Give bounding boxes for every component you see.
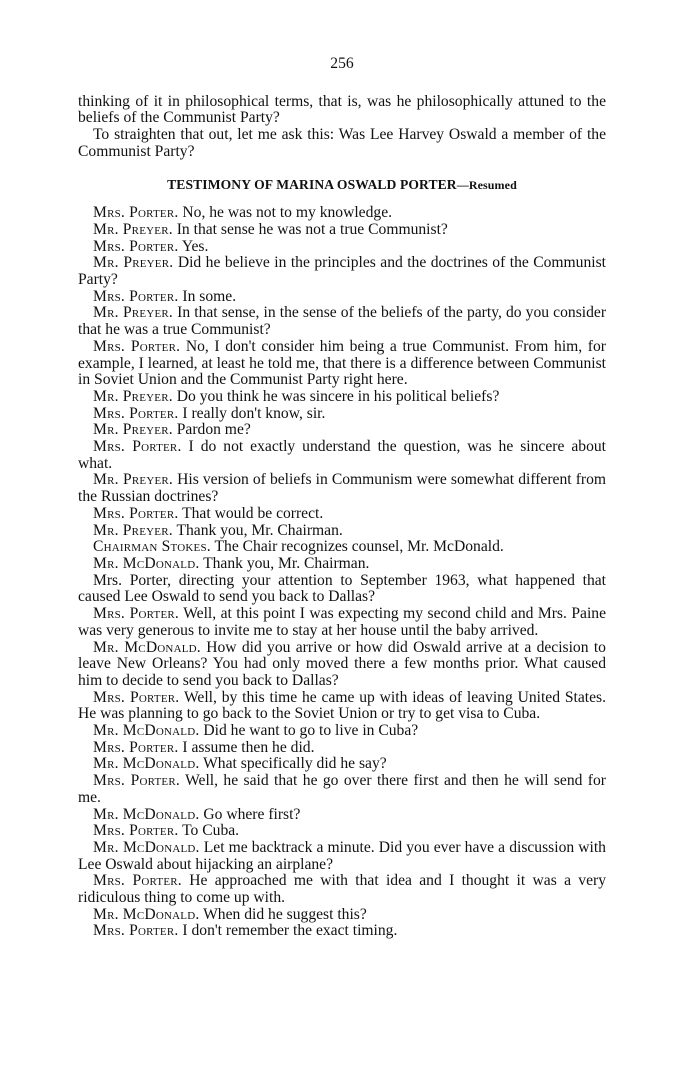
testimony-paragraph: [78, 422, 606, 439]
testimony-text: I do not exactly understand the question, was he sincere about what.: [78, 438, 607, 472]
testimony-text: Well, he said that he go over there first and then he will send for me.: [78, 772, 606, 806]
testimony-text: I really don't know, sir.: [182, 404, 326, 422]
testimony-paragraph: [78, 506, 606, 523]
testimony-text: What specifically did he say?: [203, 755, 387, 773]
testimony-paragraph: [78, 840, 606, 873]
speaker-name: Mrs. Porter.: [93, 438, 182, 456]
intro-paragraph: [78, 127, 606, 160]
speaker-name: Mrs. Porter.: [93, 872, 182, 890]
speaker-name: Mrs. Porter.: [93, 738, 179, 756]
speaker-name: Mrs. Porter.: [93, 337, 181, 355]
testimony-text: He approached me with that idea and I thought it was a very ridiculous thing to come up with.: [78, 872, 607, 907]
testimony-text: Did he want to go to live in Cuba?: [203, 722, 419, 740]
testimony-text: His version of beliefs in Communism were somewhat different from the Russian doctrines?: [78, 471, 607, 506]
testimony-paragraph: [78, 690, 606, 723]
testimony-text: When did he suggest this?: [203, 905, 367, 923]
testimony-text: The Chair recognizes counsel, Mr. McDonald.: [214, 538, 504, 556]
testimony-text: Thank you, Mr. Chairman.: [176, 521, 343, 539]
testimony-paragraph: [78, 807, 606, 824]
testimony-paragraph: [78, 472, 606, 505]
testimony-paragraph: [78, 923, 606, 940]
testimony-text: No, I don't consider him being a true Communist. From him, for example, I learned, at least he told me, that there is a difference between Communist in Soviet Union and the Communist Party right here.: [78, 337, 606, 389]
testimony-text: I assume then he did.: [182, 738, 315, 756]
testimony-text: To Cuba.: [182, 822, 240, 840]
testimony-paragraph: [78, 606, 606, 639]
testimony-paragraph: [78, 873, 606, 906]
testimony-paragraph: [78, 239, 606, 256]
speaker-name: Mr. McDonald.: [93, 905, 200, 923]
testimony-text: Pardon me?: [176, 421, 251, 439]
testimony-paragraph: [78, 573, 606, 606]
testimony-text: Go where first?: [203, 805, 301, 823]
testimony-paragraph: [78, 205, 606, 222]
speaker-name: Mr. Preyer.: [93, 304, 174, 322]
speaker-name: Mrs. Porter.: [93, 605, 180, 623]
testimony-paragraph: [78, 907, 606, 924]
speaker-name: Mr. McDonald.: [93, 554, 200, 572]
testimony-text: Well, by this time he came up with ideas of leaving United States. He was planning to go back to the Soviet Union or try to get visa to Cuba.: [78, 688, 606, 723]
speaker-name: Mrs. Porter.: [93, 287, 179, 305]
heading-suffix: —Resumed: [456, 177, 517, 192]
testimony-text: Mrs. Porter, directing your attention to September 1963, what happened that caused Lee Oswald to send you back to Dallas?: [78, 571, 606, 606]
intro-text: thinking of it in philosophical terms, that is, was he philosophically attuned to the beliefs of the Communist Party?: [78, 92, 606, 127]
testimony-paragraph: [78, 539, 606, 556]
intro-section: [78, 94, 606, 161]
speaker-name: Mrs. Porter.: [93, 688, 180, 706]
testimony-text: Did he believe in the principles and the doctrines of the Communist Party?: [78, 254, 607, 289]
speaker-name: Mrs. Porter.: [93, 922, 179, 940]
speaker-name: Mr. McDonald.: [93, 755, 200, 773]
testimony-paragraph: [78, 740, 606, 757]
speaker-name: Mr. McDonald.: [93, 638, 201, 656]
testimony-text: Do you think he was sincere in his political beliefs?: [176, 387, 500, 405]
testimony-text: How did you arrive or how did Oswald arrive at a decision to leave New Orleans? You had only moved there a few months prior. What caused him to decide to send you back to Dallas?: [78, 638, 606, 689]
testimony-paragraph: [78, 406, 606, 423]
testimony-paragraph: [78, 756, 606, 773]
testimony-text: In some.: [182, 287, 237, 305]
testimony-paragraph: [78, 389, 606, 406]
speaker-name: Mr. Preyer.: [93, 521, 173, 539]
testimony-text: Thank you, Mr. Chairman.: [203, 554, 370, 572]
testimony-text: Well, at this point I was expecting my second child and Mrs. Paine was very generous to invite me to stay at her house until the baby arrived.: [78, 605, 606, 639]
testimony-text: No, he was not to my knowledge.: [182, 204, 393, 222]
testimony-text: In that sense he was not a true Communist?: [176, 220, 448, 238]
testimony-text: I don't remember the exact timing.: [182, 922, 398, 940]
speaker-name: Mr. McDonald.: [93, 722, 200, 740]
testimony-text: Let me backtrack a minute. Did you ever have a discussion with Lee Oswald about hijacking an airplane?: [78, 838, 606, 873]
speaker-name: Chairman Stokes.: [93, 538, 211, 556]
speaker-name: Mr. Preyer.: [93, 220, 173, 238]
testimony-paragraph: [78, 823, 606, 840]
testimony-paragraph: [78, 723, 606, 740]
speaker-name: Mr. Preyer.: [93, 421, 173, 439]
speaker-name: Mrs. Porter.: [93, 822, 179, 840]
heading-title: TESTIMONY OF MARINA OSWALD PORTER: [167, 176, 457, 192]
speaker-name: Mr. Preyer.: [93, 387, 173, 405]
testimony-paragraph: [78, 523, 606, 540]
testimony-paragraph: [78, 255, 606, 288]
testimony-paragraph: [78, 439, 606, 472]
speaker-name: Mr. McDonald.: [93, 838, 200, 856]
speaker-name: Mr. Preyer.: [93, 471, 174, 489]
section-heading: [78, 177, 606, 194]
intro-text: To straighten that out, let me ask this: Was Lee Harvey Oswald a member of the Communist Party?: [78, 126, 606, 160]
speaker-name: Mrs. Porter.: [93, 772, 180, 790]
document-page: [78, 56, 606, 940]
speaker-name: Mrs. Porter.: [93, 504, 179, 522]
testimony-paragraph: [78, 556, 606, 573]
speaker-name: Mr. McDonald.: [93, 805, 200, 823]
testimony-text: In that sense, in the sense of the beliefs of the party, do you consider that he was a true Communist?: [78, 304, 607, 339]
speaker-name: Mrs. Porter.: [93, 237, 179, 255]
testimony-text: Yes.: [181, 237, 209, 255]
speaker-name: Mr. Preyer.: [93, 254, 174, 272]
testimony-paragraph: [78, 289, 606, 306]
page-number: 256: [330, 55, 354, 72]
testimony-body: [78, 205, 606, 940]
testimony-paragraph: [78, 773, 606, 806]
speaker-name: Mrs. Porter.: [93, 404, 179, 422]
testimony-paragraph: [78, 640, 606, 690]
testimony-paragraph: [78, 222, 606, 239]
testimony-paragraph: [78, 305, 606, 338]
testimony-text: That would be correct.: [182, 504, 324, 522]
testimony-paragraph: [78, 339, 606, 389]
intro-paragraph: [78, 94, 606, 127]
speaker-name: Mrs. Porter.: [93, 204, 179, 222]
